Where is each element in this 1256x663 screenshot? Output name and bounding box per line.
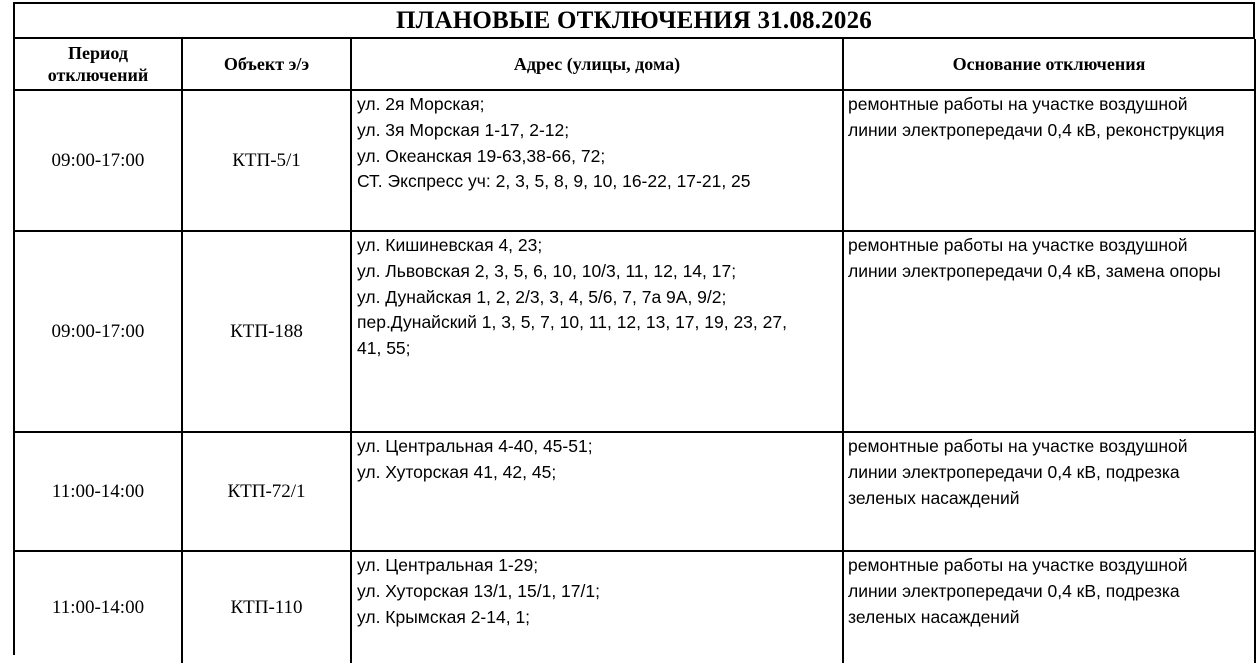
table-row: [15, 231, 1255, 432]
reason-line: зеленых насаждений: [848, 487, 1020, 508]
address-line: ул. Хуторская 13/1, 15/1, 17/1;: [357, 580, 600, 601]
reason-line: ремонтные работы на участке воздушной: [848, 436, 1188, 456]
address-line: ул. Хуторская 41, 42, 45;: [357, 461, 557, 482]
address-line: ул. Львовская 2, 3, 5, 6, 10, 10/3, 11, 12, 14, 17;: [357, 260, 737, 281]
address-cell: [351, 231, 843, 432]
object-cell: КТП-188: [182, 231, 351, 432]
address-cell: [351, 90, 843, 231]
reason-line: линии электропередачи 0,4 кВ, реконструкция: [848, 119, 1225, 140]
header-address: Адрес (улицы, дома): [351, 39, 843, 90]
address-line: ул. Центральная 1-29;: [357, 555, 539, 575]
reason-line: линии электропередачи 0,4 кВ, подрезка: [848, 461, 1180, 482]
address-line: ул. Океанская 19-63,38-66, 72;: [357, 145, 606, 166]
object-cell: КТП-72/1: [182, 432, 351, 551]
reason-line: ремонтные работы на участке воздушной: [848, 94, 1188, 114]
period-cell: 11:00-14:00: [15, 432, 182, 551]
address-line: ул. Дунайская 1, 2, 2/3, 3, 4, 5/6, 7, 7а 9А, 9/2;: [357, 286, 727, 307]
outage-table: [15, 39, 1256, 663]
period-cell: 09:00-17:00: [15, 231, 182, 432]
reason-line: ремонтные работы на участке воздушной: [848, 555, 1188, 575]
table-header-row: [15, 39, 1255, 90]
table-row: [15, 551, 1255, 663]
reason-line: линии электропередачи 0,4 кВ, подрезка: [848, 580, 1180, 601]
outage-schedule: [13, 2, 1255, 655]
address-cell: [351, 432, 843, 551]
address-line: СТ. Экспресс уч: 2, 3, 5, 8, 9, 10, 16-22, 17-21, 25: [357, 171, 751, 192]
period-cell: 11:00-14:00: [15, 551, 182, 663]
address-line: 41, 55;: [357, 338, 411, 359]
header-object: Объект э/э: [182, 39, 351, 90]
object-cell: КТП-110: [182, 551, 351, 663]
address-line: ул. Крымская 2-14, 1;: [357, 606, 531, 627]
reason-line: ремонтные работы на участке воздушной: [848, 235, 1188, 255]
reason-line: зеленых насаждений: [848, 606, 1020, 627]
table-row: [15, 432, 1255, 551]
object-cell: КТП-5/1: [182, 90, 351, 231]
reason-cell: [843, 551, 1255, 663]
page-title: ПЛАНОВЫЕ ОТКЛЮЧЕНИЯ 31.08.2026: [15, 4, 1255, 39]
reason-cell: [843, 90, 1255, 231]
address-line: ул. 3я Морская 1-17, 2-12;: [357, 119, 570, 140]
period-cell: 09:00-17:00: [15, 90, 182, 231]
address-line: ул. Кишиневская 4, 23;: [357, 235, 543, 255]
address-cell: [351, 551, 843, 663]
table-row: [15, 90, 1255, 231]
address-line: пер.Дунайский 1, 3, 5, 7, 10, 11, 12, 13, 17, 19, 23, 27,: [357, 312, 787, 333]
reason-cell: [843, 231, 1255, 432]
address-line: ул. 2я Морская;: [357, 94, 485, 114]
address-line: ул. Центральная 4-40, 45-51;: [357, 436, 593, 456]
header-period: Период отключений: [15, 39, 182, 90]
reason-line: линии электропередачи 0,4 кВ, замена опоры: [848, 260, 1221, 281]
reason-cell: [843, 432, 1255, 551]
header-reason: Основание отключения: [843, 39, 1255, 90]
